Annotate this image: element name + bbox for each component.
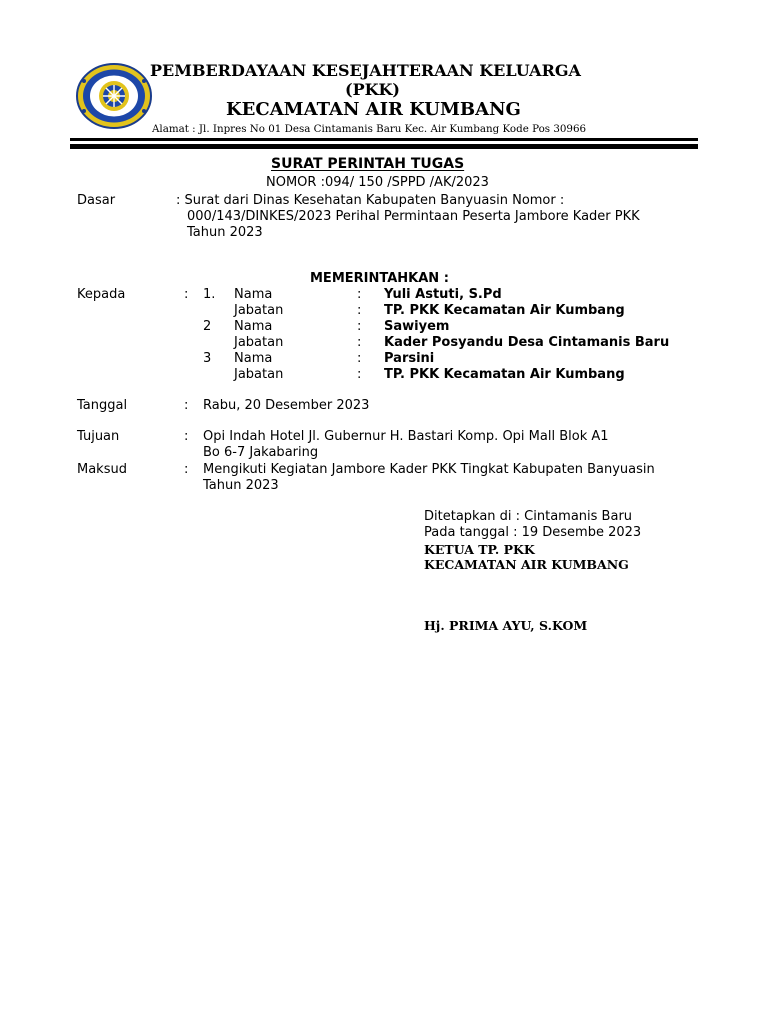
letter-number: NOMOR :094/ 150 /SPPD /AK/2023 — [266, 175, 489, 190]
org-name-line2: (PKK) — [345, 80, 400, 99]
tujuan-line1: Opi Indah Hotel Jl. Gubernur H. Bastari Komp. Opi Mall Blok A1 — [203, 429, 609, 444]
person-job-label: Jabatan — [234, 335, 284, 350]
person-name: Sawiyem — [384, 319, 450, 334]
letter-title: SURAT PERINTAH TUGAS — [271, 156, 465, 172]
command-heading: MEMERINTAHKAN : — [310, 271, 449, 286]
dasar-line2: 000/143/DINKES/2023 Perihal Permintaan Peserta Jambore Kader PKK — [187, 209, 640, 224]
person-job: TP. PKK Kecamatan Air Kumbang — [384, 303, 625, 318]
person-job: Kader Posyandu Desa Cintamanis Baru — [384, 335, 670, 350]
tanggal-label: Tanggal — [77, 398, 128, 413]
org-address: Alamat : Jl. Inpres No 01 Desa Cintamanis Baru Kec. Air Kumbang Kode Pos 30966 — [152, 123, 587, 135]
kepada-label: Kepada — [77, 287, 126, 302]
person-number: 1. — [203, 287, 216, 302]
header-rule-thin — [70, 138, 698, 141]
person-name: Parsini — [384, 351, 435, 366]
signature-place: Ditetapkan di : Cintamanis Baru — [424, 509, 633, 524]
header-rule-thick — [70, 144, 698, 149]
person-job-label: Jabatan — [234, 303, 284, 318]
person-number: 2 — [203, 319, 212, 334]
dasar-label: Dasar — [77, 193, 116, 208]
tujuan-line2: Bo 6-7 Jakabaring — [203, 445, 319, 460]
person-name-label: Nama — [234, 319, 273, 334]
signatory-name: Hj. PRIMA AYU, S.KOM — [424, 618, 588, 633]
person-name-label: Nama — [234, 351, 273, 366]
kepada-colon: : — [184, 287, 189, 302]
signature-date: Pada tanggal : 19 Desembe 2023 — [424, 525, 642, 540]
dasar-line1: : Surat dari Dinas Kesehatan Kabupaten Banyuasin Nomor : — [176, 193, 565, 208]
person-name-label: Nama — [234, 287, 273, 302]
tujuan-label: Tujuan — [77, 429, 120, 444]
person-name: Yuli Astuti, S.Pd — [384, 287, 502, 302]
org-name-line1: PEMBERDAYAAN KESEJAHTERAAN KELUARGA — [150, 61, 581, 80]
maksud-line2: Tahun 2023 — [203, 478, 279, 493]
tanggal-value: Rabu, 20 Desember 2023 — [203, 398, 370, 413]
dasar-line3: Tahun 2023 — [187, 225, 263, 240]
maksud-line1: Mengikuti Kegiatan Jambore Kader PKK Tingkat Kabupaten Banyuasin — [203, 462, 655, 477]
person-job-label: Jabatan — [234, 367, 284, 382]
person-number: 3 — [203, 351, 212, 366]
pkk-logo — [76, 63, 152, 129]
signature-role-line2: KECAMATAN AIR KUMBANG — [424, 557, 629, 572]
person-job: TP. PKK Kecamatan Air Kumbang — [384, 367, 625, 382]
org-name-line3: KECAMATAN AIR KUMBANG — [226, 99, 521, 120]
maksud-label: Maksud — [77, 462, 127, 477]
signature-role-line1: KETUA TP. PKK — [424, 542, 535, 557]
